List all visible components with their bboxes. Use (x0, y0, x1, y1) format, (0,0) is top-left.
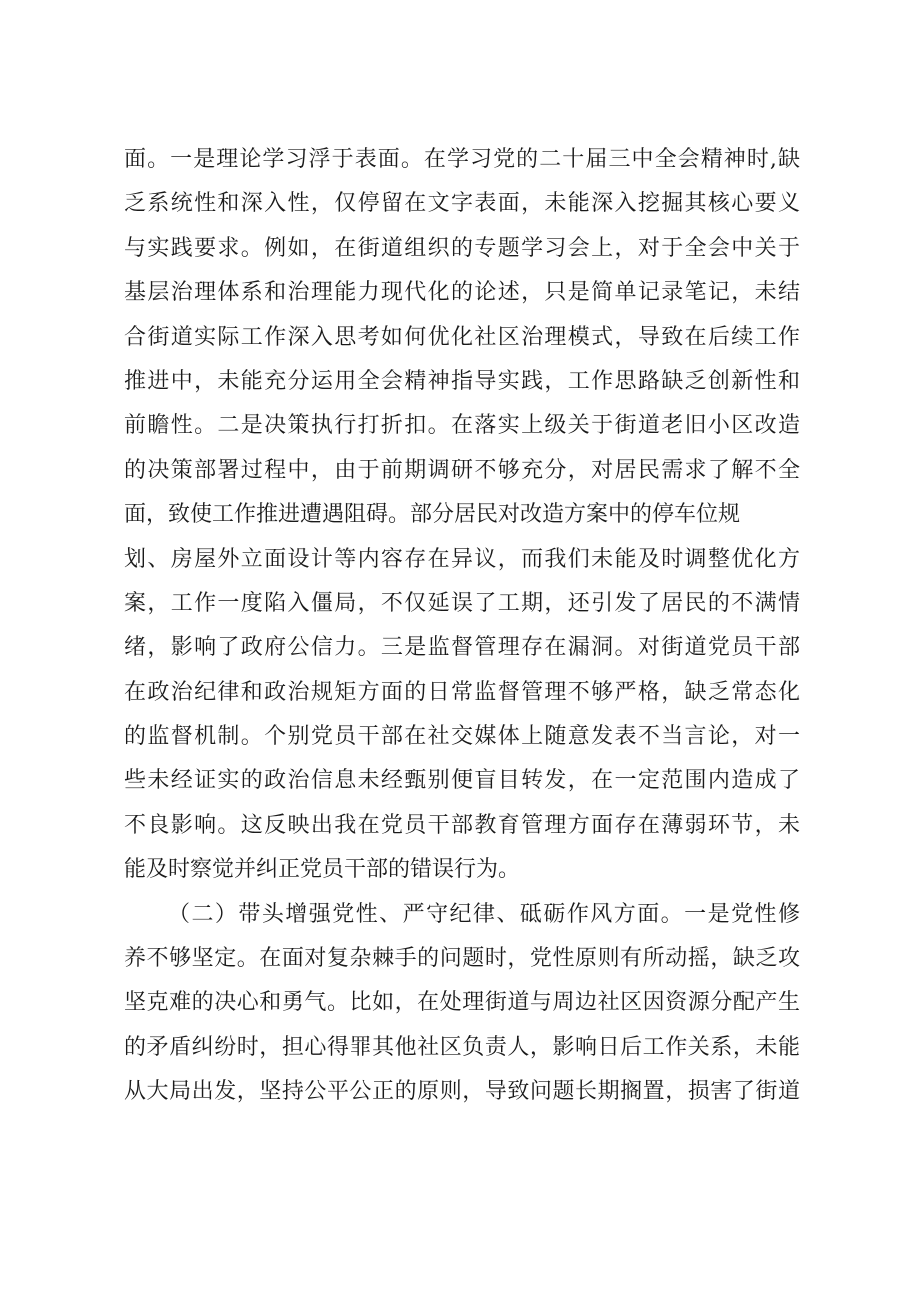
text-line-19: 养不够坚定。在面对复杂棘手的问题时，党性原则有所动摇，缺乏攻 (124, 946, 800, 972)
text-line-20: 坚克难的决心和勇气。比如，在处理街道与周边社区因资源分配产生 (124, 990, 800, 1016)
text-line-5: 合街道实际工作深入思考如何优化社区治理模式，导致在后续工作 (124, 324, 800, 350)
text-line-8: 的决策部署过程中，由于前期调研不够充分，对居民需求了解不全 (124, 457, 800, 483)
text-line-4: 基层治理体系和治理能力现代化的论述，只是简单记录笔记，未结 (124, 280, 800, 306)
text-line-1: 面。一是理论学习浮于表面。在学习党的二十届三中全会精神时,缺 (124, 147, 800, 172)
text-line-16: 不良影响。这反映出我在党员干部教育管理方面存在薄弱环节，未 (124, 812, 800, 838)
text-line-7: 前瞻性。二是决策执行打折扣。在落实上级关于街道老旧小区改造 (124, 413, 800, 439)
section-heading-line: （二）带头增强党性、严守纪律、砥砺作风方面。一是党性修 (168, 901, 800, 927)
text-line-12: 绪，影响了政府公信力。三是监督管理存在漏洞。对街道党员干部 (124, 635, 800, 661)
text-line-11: 案，工作一度陷入僵局，不仅延误了工期，还引发了居民的不满情 (124, 590, 800, 616)
text-line-21: 的矛盾纠纷时，担心得罪其他社区负责人，影响日后工作关系，未能 (124, 1034, 800, 1060)
text-line-2: 乏系统性和深入性，仅停留在文字表面，未能深入挖掘其核心要义 (124, 191, 800, 217)
text-line-3: 与实践要求。例如，在街道组织的专题学习会上，对于全会中关于 (124, 235, 800, 261)
body-text (124, 138, 800, 1115)
text-line-17: 能及时察觉并纠正党员干部的错误行为。 (124, 857, 521, 883)
text-line-14: 的监督机制。个别党员干部在社交媒体上随意发表不当言论，对一 (124, 724, 800, 750)
text-line-13: 在政治纪律和政治规矩方面的日常监督管理不够严格，缺乏常态化 (124, 679, 800, 705)
text-line-6: 推进中，未能充分运用全会精神指导实践，工作思路缺乏创新性和 (124, 368, 800, 394)
text-line-9: 面，致使工作推进遭遇阻碍。部分居民对改造方案中的停车位规 (124, 502, 741, 528)
text-line-15: 些未经证实的政治信息未经甄别便盲目转发，在一定范围内造成了 (124, 768, 800, 794)
text-line-22: 从大局出发，坚持公平公正的原则，导致问题长期搁置，损害了街道 (124, 1079, 800, 1105)
text-line-10: 划、房屋外立面设计等内容存在异议，而我们未能及时调整优化方 (124, 546, 800, 572)
